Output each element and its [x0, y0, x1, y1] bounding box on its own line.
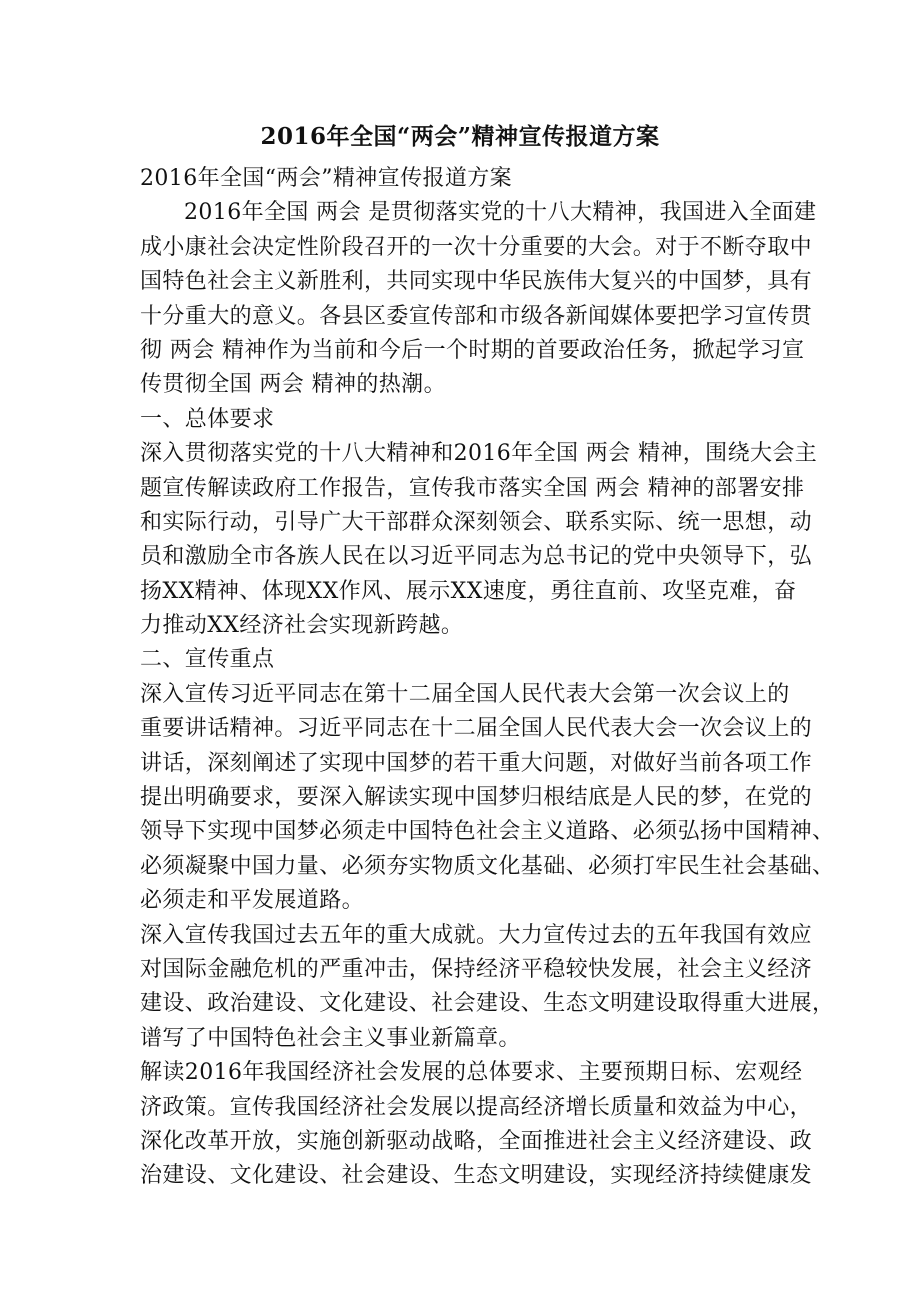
- document-body: [140, 162, 835, 1194]
- text-line: 扬XX精神、体现XX作风、展示XX速度，勇往直前、攻坚克难，奋: [140, 578, 797, 604]
- text-line: 题宣传解读政府工作报告，宣传我市落实全国 两会 精神的部署安排: [140, 475, 805, 501]
- text-line: 深入贯彻落实党的十八大精神和2016年全国 两会 精神，围绕大会主: [140, 441, 818, 467]
- text-line: 领导下实现中国梦必须走中国特色社会主义道路、必须弘扬中国精神、: [140, 819, 835, 845]
- text-line: 深入宣传习近平同志在第十二届全国人民代表大会第一次会议上的: [140, 681, 790, 707]
- text-line: 2016年全国“两会”精神宣传报道方案: [140, 166, 513, 191]
- text-line: 深化改革开放，实施创新驱动战略，全面推进社会主义经济建设、政: [140, 1128, 813, 1154]
- text-line: 成小康社会决定性阶段召开的一次十分重要的大会。对于不断夺取中: [140, 234, 813, 260]
- text-line: 建设、政治建设、文化建设、社会建设、生态文明建设取得重大进展，: [140, 991, 835, 1017]
- text-line: 十分重大的意义。各县区委宣传部和市级各新闻媒体要把学习宣传贯: [140, 303, 813, 329]
- text-line: 国特色社会主义新胜利，共同实现中华民族伟大复兴的中国梦，具有: [140, 269, 813, 295]
- text-line: 对国际金融危机的严重冲击，保持经济平稳较快发展，社会主义经济: [140, 956, 813, 982]
- section-heading: 二、宣传重点: [140, 647, 275, 673]
- text-line: 必须凝聚中国力量、必须夯实物质文化基础、必须打牢民生社会基础、: [140, 853, 835, 879]
- section-heading: 一、总体要求: [140, 406, 275, 432]
- text-line: 员和激励全市各族人民在以习近平同志为总书记的党中央领导下，弘: [140, 544, 813, 570]
- text-line: 解读2016年我国经济社会发展的总体要求、主要预期日标、宏观经: [140, 1060, 803, 1086]
- document-title: 2016年全国“两会”精神宣传报道方案: [260, 123, 660, 150]
- text-line: 谱写了中国特色社会主义事业新篇章。: [140, 1025, 521, 1051]
- text-line: 重要讲话精神。习近平同志在十二届全国人民代表大会一次会议上的: [140, 716, 813, 742]
- text-line: 讲话，深刻阐述了实现中国梦的若干重大问题，对做好当前各项工作: [140, 750, 813, 776]
- text-line: 济政策。宣传我国经济社会发展以提高经济增长质量和效益为中心，: [140, 1094, 813, 1120]
- text-line: 必须走和平发展道路。: [140, 888, 365, 914]
- text-line: 彻 两会 精神作为当前和今后一个时期的首要政治任务，掀起学习宣: [140, 337, 805, 363]
- text-line: 和实际行动，引导广大干部群众深刻领会、联系实际、统一思想，动: [140, 509, 813, 535]
- text-line: 2016年全国 两会 是贯彻落实党的十八大精神，我国进入全面建: [184, 200, 817, 226]
- text-line: 力推动XX经济社会实现新跨越。: [140, 613, 464, 639]
- text-line: 治建设、文化建设、社会建设、生态文明建设，实现经济持续健康发: [140, 1163, 813, 1189]
- text-line: 提出明确要求，要深入解读实现中国梦归根结底是人民的梦，在党的: [140, 785, 813, 811]
- text-line: 传贯彻全国 两会 精神的热潮。: [140, 372, 446, 398]
- text-line: 深入宣传我国过去五年的重大成就。大力宣传过去的五年我国有效应: [140, 922, 813, 948]
